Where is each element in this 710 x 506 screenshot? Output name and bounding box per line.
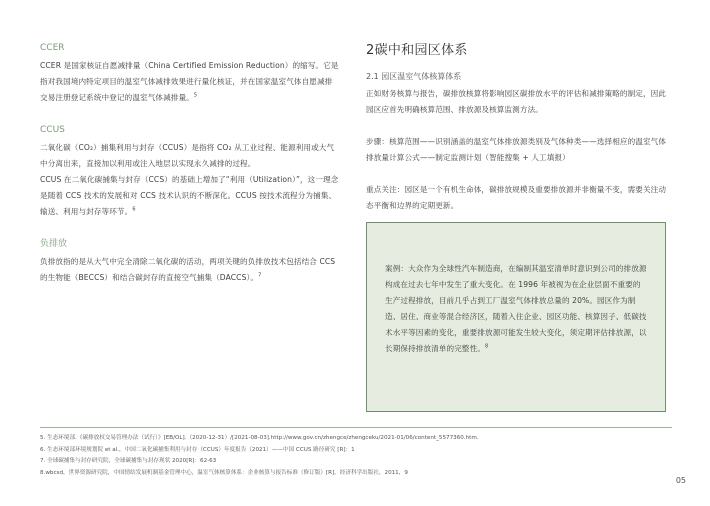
- case-text: 案例：大众作为全球性汽车制造商，在编制其温室清单时意识到公司的排放源构成在过去七年中发生了重大变化。在 1996 年被视为在企业层面不重要的生产过程排放，目前几乎占到工厂温室气体排放总量的 20%。园区作为制造、居住、商业等混合经济区，随着入住企业、园区功能、核算因子、低碳技术水平等因素的变化，重要排放源可能发生较大变化，须定期评估排放源，以长期保持排放清单的完整性。$^8$: [385, 264, 647, 353]
- ccus-text-2: CCUS 在二氧化碳捕集与封存（CCS）的基础上增加了“利用（Utilization）”，这一理念是随着 CCS 技术的发展和对 CCS 技术认识的不断深化。CCUS 按技术流程分为捕集、输送、利用与封存等环节。$^6$: [40, 175, 339, 216]
- negative-emission-block: [40, 238, 340, 286]
- left-column: [40, 42, 340, 304]
- case-content: [385, 261, 647, 357]
- case-ref: 8: [485, 343, 489, 350]
- section-title: 2碳中和园区体系: [366, 43, 468, 58]
- ccus-text-1: 二氧化碳（CO₂）捕集利用与封存（CCUS）是指将 CO₂ 从工业过程、能源利用或大气中分离出来，直接加以利用或注入地层以实现永久减排的过程。: [40, 143, 335, 168]
- negative-emission-text: 负排放指的是从大气中完全清除二氧化碳的活动，两项关键的负排放技术包括结合 CCS 的生物能（BECCS）和结合碳封存的直接空气捕集（DACCS）。$^7$: [40, 257, 336, 282]
- ccer-ref: 5: [193, 92, 198, 99]
- page-number: 05: [675, 476, 686, 485]
- intro-text: 正如财务核算与报告，碳排放核算将影响园区碳排放水平的评估和减排策略的制定，因此园区应首先明确核算范围、排放源及核算监测方法。: [366, 89, 667, 114]
- footnote-8: 8.wbcsd，世界资源研究院，中国情结发展机制基金管理中心，温室气体核算体系：企业核算与报告标准（修订版）[R]，经济科学出版社，2011，9: [40, 469, 408, 476]
- ccer-block: [40, 42, 340, 106]
- footnote-6: 6. 生态环境部环境规划院 et al.，中国二氧化碳捕集利用与封存（CCUS）年度报告（2021）——中国 CCUS 路径研究 [R]：1: [40, 446, 355, 453]
- footnotes: [40, 433, 680, 479]
- negative-emission-title: 负排放: [40, 239, 68, 249]
- case-box: [366, 222, 666, 412]
- ccus-block: [40, 124, 340, 220]
- footnote-divider: [40, 427, 672, 428]
- ccer-title: CCER: [40, 43, 65, 53]
- footnote-5: 5. 生态环境部.《碳排放权交易管理办法（试行）》[EB/OL].（2020-12-31）/[2021-08-03].http://www.gov.cn/zhengce/zhengceku/2021-01/06/content_5577360.htm.: [40, 435, 479, 441]
- steps-text: 步骤：核算范围——识别涵盖的温室气体排放源类别及气体种类——选择相应的温室气体排放量计算公式——制定监测计划（智能搜集 + 人工填报）: [366, 137, 667, 162]
- ccus-title: CCUS: [40, 125, 65, 135]
- ccer-text: CCER 是国家核证自愿减排量（China Certified Emission Reduction）的缩写。它是指对我国境内特定项目的温室气体减排效果进行量化核证，并在国家温室气体自愿减排交易注册登记系统中登记的温室气体减排量。$^5$: [40, 61, 339, 102]
- focus-text: 重点关注：园区是一个有机生命体，碳排放规模及重要排放源并非衡量不变，需要关注动态平衡和边界的定期更新。: [366, 185, 667, 210]
- negative-ref: 7: [258, 272, 262, 279]
- right-column: [366, 42, 672, 214]
- subsection-title: 2.1 园区温室气体核算体系: [366, 72, 462, 81]
- footnote-7: 7. 全球碳捕集与封存研究院，全球碳捕集与封存现状 2020[R]：62-63: [40, 458, 217, 464]
- ccus-ref: 6: [132, 206, 136, 213]
